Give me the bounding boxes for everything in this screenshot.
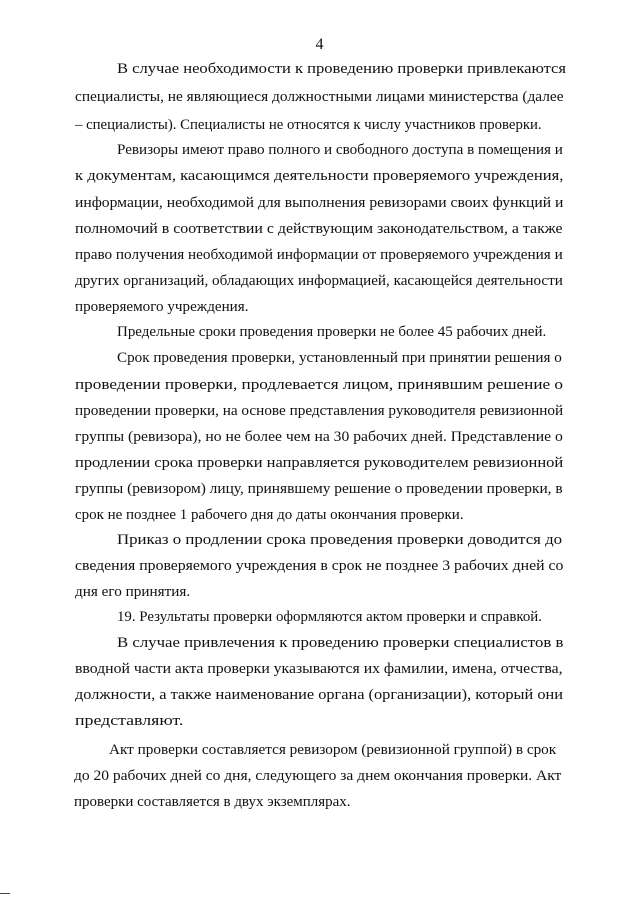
text-line: срок не позднее 1 рабочего дня до даты окончания проверки. bbox=[75, 506, 464, 523]
text-line: продлении срока проверки направляется руководителем ревизионной bbox=[75, 454, 564, 471]
text-line: Акт проверки составляется ревизором (ревизионной группой) в срок bbox=[109, 741, 557, 758]
text-line: – специалисты). Специалисты не относятся к числу участников проверки. bbox=[75, 116, 542, 133]
text-line: дня его принятия. bbox=[75, 583, 191, 600]
text-line: проведении проверки, продлевается лицом, принявшим решение о bbox=[75, 376, 564, 393]
text-line: должности, а также наименование органа (организации), который они bbox=[75, 686, 563, 703]
text-line: проведении проверки, на основе представления руководителя ревизионной bbox=[75, 402, 564, 419]
text-line: В случае необходимости к проведению проверки привлекаются bbox=[117, 60, 567, 77]
text-line: 19. Результаты проверки оформляются актом проверки и справкой. bbox=[117, 608, 542, 625]
text-line: право получения необходимой информации от проверяемого учреждения и bbox=[75, 246, 563, 263]
text-line: к документам, касающимся деятельности проверяемого учреждения, bbox=[75, 167, 564, 184]
text-line: проверяемого учреждения. bbox=[75, 298, 249, 315]
text-line: информации, необходимой для выполнения ревизорами своих функций и bbox=[75, 194, 564, 211]
text-line: вводной части акта проверки указываются их фамилии, имена, отчества, bbox=[75, 660, 563, 677]
text-line: сведения проверяемого учреждения в срок не позднее 3 рабочих дней со bbox=[75, 557, 564, 574]
text-line: Предельные сроки проведения проверки не более 45 рабочих дней. bbox=[117, 323, 547, 340]
text-line: Приказ о продлении срока проведения проверки доводится до bbox=[117, 531, 563, 548]
scan-edge-mark bbox=[0, 893, 10, 894]
text-line: специалисты, не являющиеся должностными лицами министерства (далее bbox=[75, 88, 564, 105]
text-line: группы (ревизора), но не более чем на 30 рабочих дней. Представление о bbox=[75, 428, 563, 445]
text-line: проверки составляется в двух экземплярах. bbox=[74, 793, 351, 810]
text-line: представляют. bbox=[75, 712, 184, 729]
text-line: Срок проведения проверки, установленный при принятии решения о bbox=[117, 349, 562, 366]
text-line: Ревизоры имеют право полного и свободного доступа в помещения и bbox=[117, 141, 563, 158]
text-line: до 20 рабочих дней со дня, следующего за днем окончания проверки. Акт bbox=[74, 767, 562, 784]
page-number: 4 bbox=[315, 36, 324, 53]
text-line: В случае привлечения к проведению проверки специалистов в bbox=[117, 634, 564, 651]
text-line: полномочий в соответствии с действующим законодательством, а также bbox=[75, 220, 563, 237]
text-line: других организаций, обладающих информацией, касающейся деятельности bbox=[75, 272, 563, 289]
text-line: группы (ревизором) лицу, принявшему решение о проведении проверки, в bbox=[75, 480, 563, 497]
